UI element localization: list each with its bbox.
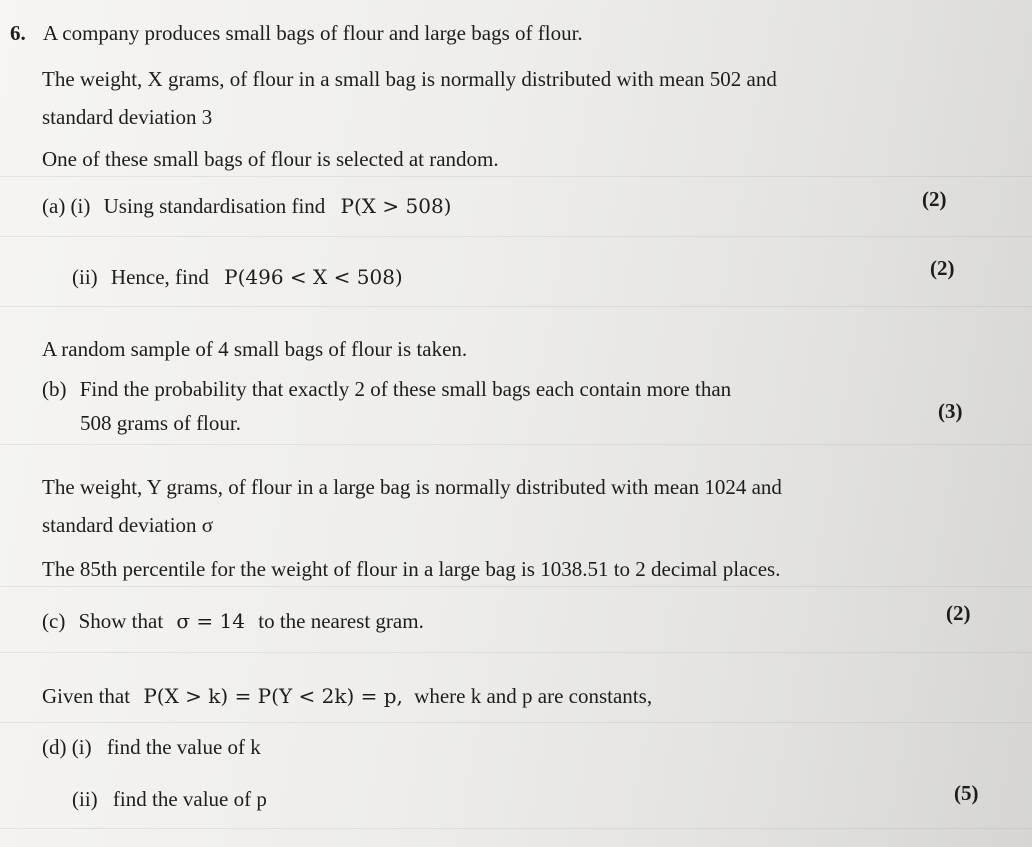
part-a-ii-label: (ii): [72, 265, 98, 289]
part-d-i: [42, 734, 261, 760]
part-b-marks: (3): [938, 399, 963, 423]
part-b-text-1: Find the probability that exactly 2 of these small bags each contain more than: [79, 377, 732, 401]
given-math: P(X > k) = P(Y < 2k) = p,: [143, 684, 403, 708]
part-a-ii-math: P(496 < X < 508): [224, 265, 403, 289]
small-bag-line-2: standard deviation 3: [42, 105, 213, 129]
part-d-i-text: find the value of k: [106, 735, 261, 759]
part-d-marks: (5): [954, 781, 979, 805]
part-c-text-2: to the nearest gram.: [258, 609, 424, 633]
part-a-ii: [72, 264, 403, 290]
part-a-i-label: (a) (i): [42, 194, 91, 218]
part-a-i-text: Using standardisation find: [103, 194, 326, 218]
sample-line: A random sample of 4 small bags of flour is taken.: [42, 337, 468, 361]
selected-line: One of these small bags of flour is selected at random.: [42, 147, 499, 171]
part-d-ii: [72, 786, 267, 812]
part-c-text-1: Show that: [78, 609, 164, 633]
percentile-line: The 85th percentile for the weight of flour in a large bag is 1038.51 to 2 decimal places.: [42, 557, 781, 581]
given-text-2: where k and p are constants,: [414, 684, 653, 708]
part-d-i-label: (d) (i): [42, 735, 92, 759]
part-a-ii-text: Hence, find: [110, 265, 209, 289]
part-d-ii-text: find the value of p: [112, 787, 267, 811]
part-d-ii-label: (ii): [72, 787, 98, 811]
given-line: [42, 683, 652, 709]
part-c-math: σ = 14: [176, 609, 245, 633]
part-a-i: [42, 193, 451, 219]
part-b-line-2: 508 grams of flour.: [80, 411, 241, 435]
part-c: [42, 608, 424, 634]
intro-line: [10, 20, 583, 46]
given-text-1: Given that: [42, 684, 131, 708]
part-a-ii-marks: (2): [930, 256, 955, 280]
part-b-line-1: [42, 376, 731, 402]
large-bag-line-1: The weight, Y grams, of flour in a large bag is normally distributed with mean 1024 and: [42, 475, 782, 499]
part-b-label: (b): [42, 377, 67, 401]
question-number: 6.: [10, 21, 26, 45]
small-bag-line-1: The weight, X grams, of flour in a small bag is normally distributed with mean 502 and: [42, 67, 777, 91]
part-c-label: (c): [42, 609, 66, 633]
part-c-marks: (2): [946, 601, 971, 625]
part-a-i-marks: (2): [922, 187, 947, 211]
part-a-i-math: P(X > 508): [340, 194, 452, 218]
intro-text: A company produces small bags of flour and large bags of flour.: [43, 21, 583, 45]
large-bag-line-2: standard deviation σ: [42, 513, 214, 537]
